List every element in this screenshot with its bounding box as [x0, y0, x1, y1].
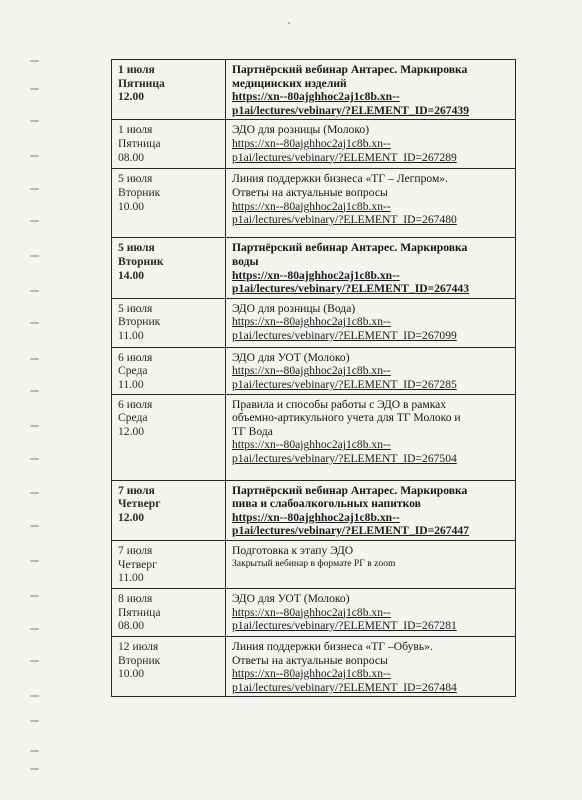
binder-hole-mark [30, 750, 39, 752]
binder-hole-marks [30, 60, 40, 780]
event-title-line: ТГ Вода [232, 424, 273, 438]
date-cell [112, 60, 226, 120]
binder-hole-mark [30, 290, 39, 292]
binder-hole-mark [30, 60, 39, 62]
schedule-row [112, 169, 516, 238]
event-title-line: Ответы на актуальные вопросы [232, 653, 388, 667]
event-cell [226, 169, 516, 238]
binder-hole-mark [30, 492, 39, 494]
event-link[interactable]: https://xn--80ajghhoc2aj1c8b.xn-- [232, 90, 400, 104]
event-weekday: Пятница [118, 76, 165, 90]
date-cell [112, 636, 226, 696]
binder-hole-mark [30, 720, 39, 722]
event-title-line: пива и слабоалкогольных напитков [232, 497, 421, 511]
event-title-line: ЭДО для УОТ (Молоко) [232, 350, 350, 364]
event-title-line: Партнёрский вебинар Антарес. Маркировка [232, 241, 468, 255]
event-link[interactable]: p1ai/lectures/vebinary/?ELEMENT_ID=267480 [232, 213, 457, 227]
event-weekday: Вторник [118, 653, 161, 667]
binder-hole-mark [30, 525, 39, 527]
binder-hole-mark [30, 595, 39, 597]
binder-hole-mark [30, 458, 39, 460]
event-weekday: Вторник [118, 315, 161, 329]
event-cell [226, 636, 516, 696]
event-cell [226, 298, 516, 347]
event-link[interactable]: p1ai/lectures/vebinary/?ELEMENT_ID=267504 [232, 451, 457, 465]
event-link[interactable]: p1ai/lectures/vebinary/?ELEMENT_ID=267281 [232, 619, 457, 633]
binder-hole-mark [30, 358, 39, 360]
binder-hole-mark [30, 322, 39, 324]
date-cell [112, 347, 226, 394]
event-time: 11.00 [118, 328, 144, 342]
schedule-row [112, 480, 516, 540]
event-weekday: Четверг [118, 497, 161, 511]
event-link[interactable]: https://xn--80ajghhoc2aj1c8b.xn-- [232, 510, 400, 524]
event-date: 12 июля [118, 639, 159, 653]
event-link[interactable]: p1ai/lectures/vebinary/?ELEMENT_ID=267285 [232, 377, 457, 391]
event-link[interactable]: p1ai/lectures/vebinary/?ELEMENT_ID=267439 [232, 103, 469, 117]
event-weekday: Среда [118, 411, 148, 425]
schedule-row [112, 636, 516, 696]
event-title-line: Линия поддержки бизнеса «ТГ –Обувь». [232, 639, 433, 653]
event-cell [226, 238, 516, 298]
webinar-schedule-table [111, 59, 516, 697]
event-time: 08.00 [118, 150, 145, 164]
binder-hole-mark [30, 628, 39, 630]
event-cell [226, 588, 516, 636]
event-cell [226, 60, 516, 120]
schedule-row [112, 120, 516, 169]
event-title-line: Линия поддержки бизнеса «ТГ – Легпром». [232, 172, 448, 186]
event-weekday: Вторник [118, 254, 164, 268]
event-cell [226, 347, 516, 394]
binder-hole-mark [30, 88, 39, 90]
event-time: 14.00 [118, 268, 145, 282]
binder-hole-mark [30, 255, 39, 257]
event-cell [226, 480, 516, 540]
event-link[interactable]: https://xn--80ajghhoc2aj1c8b.xn-- [232, 268, 400, 282]
schedule-row [112, 298, 516, 347]
event-cell [226, 540, 516, 588]
schedule-row [112, 238, 516, 298]
event-title-line: Правила и способы работы с ЭДО в рамках [232, 397, 447, 411]
event-title-line: медицинских изделий [232, 76, 347, 90]
event-weekday: Вторник [118, 185, 161, 199]
event-date: 5 июля [118, 241, 155, 255]
event-link[interactable]: https://xn--80ajghhoc2aj1c8b.xn-- [232, 364, 391, 378]
event-title-line: ЭДО для УОТ (Молоко) [232, 591, 350, 605]
event-time: 12.00 [118, 424, 145, 438]
event-time: 12.00 [118, 510, 145, 524]
date-cell [112, 169, 226, 238]
schedule-row [112, 347, 516, 394]
binder-hole-mark [30, 155, 39, 157]
event-title-line: Подготовка к этапу ЭДО [232, 543, 354, 557]
date-cell [112, 298, 226, 347]
date-cell [112, 540, 226, 588]
event-date: 5 июля [118, 172, 153, 186]
event-link[interactable]: p1ai/lectures/vebinary/?ELEMENT_ID=267099 [232, 328, 457, 342]
event-title-line: Ответы на актуальные вопросы [232, 185, 388, 199]
event-link[interactable]: https://xn--80ajghhoc2aj1c8b.xn-- [232, 667, 391, 681]
event-cell [226, 394, 516, 480]
event-title-line: Партнёрский вебинар Антарес. Маркировка [232, 63, 468, 76]
event-title-line: ЭДО для розницы (Молоко) [232, 123, 370, 137]
event-time: 10.00 [118, 667, 145, 681]
event-link[interactable]: https://xn--80ajghhoc2aj1c8b.xn-- [232, 605, 391, 619]
date-cell [112, 120, 226, 169]
event-note: Закрытый вебинар в формате РГ в zoom [232, 557, 396, 569]
event-date: 6 июля [118, 350, 153, 364]
event-link[interactable]: https://xn--80ajghhoc2aj1c8b.xn-- [232, 136, 391, 150]
event-link[interactable]: p1ai/lectures/vebinary/?ELEMENT_ID=267289 [232, 150, 457, 164]
scan-speck [288, 22, 290, 24]
event-date: 6 июля [118, 397, 153, 411]
event-link[interactable]: https://xn--80ajghhoc2aj1c8b.xn-- [232, 315, 391, 329]
event-title-line: объемно-артикульного учета для ТГ Молоко и [232, 411, 461, 425]
event-time: 08.00 [118, 619, 145, 633]
binder-hole-mark [30, 220, 39, 222]
binder-hole-mark [30, 768, 39, 770]
event-link[interactable]: p1ai/lectures/vebinary/?ELEMENT_ID=267443 [232, 282, 469, 296]
event-date: 8 июля [118, 591, 153, 605]
date-cell [112, 238, 226, 298]
event-link[interactable]: https://xn--80ajghhoc2aj1c8b.xn-- [232, 438, 391, 452]
binder-hole-mark [30, 188, 39, 190]
event-date: 5 июля [118, 301, 153, 315]
event-link[interactable]: p1ai/lectures/vebinary/?ELEMENT_ID=267484 [232, 680, 457, 694]
schedule-row [112, 60, 516, 120]
binder-hole-mark [30, 120, 39, 122]
date-cell [112, 588, 226, 636]
event-link[interactable]: p1ai/lectures/vebinary/?ELEMENT_ID=267447 [232, 524, 469, 538]
event-weekday: Пятница [118, 136, 161, 150]
event-time: 10.00 [118, 199, 145, 213]
date-cell [112, 394, 226, 480]
event-time: 11.00 [118, 571, 144, 585]
event-weekday: Среда [118, 364, 148, 378]
event-title-line: воды [232, 254, 259, 268]
event-date: 1 июля [118, 63, 155, 76]
event-date: 1 июля [118, 123, 153, 137]
event-time: 12.00 [118, 90, 145, 104]
binder-hole-mark [30, 560, 39, 562]
event-weekday: Четверг [118, 557, 157, 571]
event-date: 7 июля [118, 543, 153, 557]
schedule-row [112, 394, 516, 480]
date-cell [112, 480, 226, 540]
event-weekday: Пятница [118, 605, 161, 619]
binder-hole-mark [30, 390, 39, 392]
schedule-row [112, 540, 516, 588]
event-time: 11.00 [118, 377, 144, 391]
schedule-row [112, 588, 516, 636]
event-date: 7 июля [118, 483, 155, 497]
binder-hole-mark [30, 425, 39, 427]
binder-hole-mark [30, 695, 39, 697]
event-link[interactable]: https://xn--80ajghhoc2aj1c8b.xn-- [232, 199, 391, 213]
event-cell [226, 120, 516, 169]
binder-hole-mark [30, 660, 39, 662]
event-title-line: ЭДО для розницы (Вода) [232, 301, 356, 315]
event-title-line: Партнёрский вебинар Антарес. Маркировка [232, 483, 468, 497]
